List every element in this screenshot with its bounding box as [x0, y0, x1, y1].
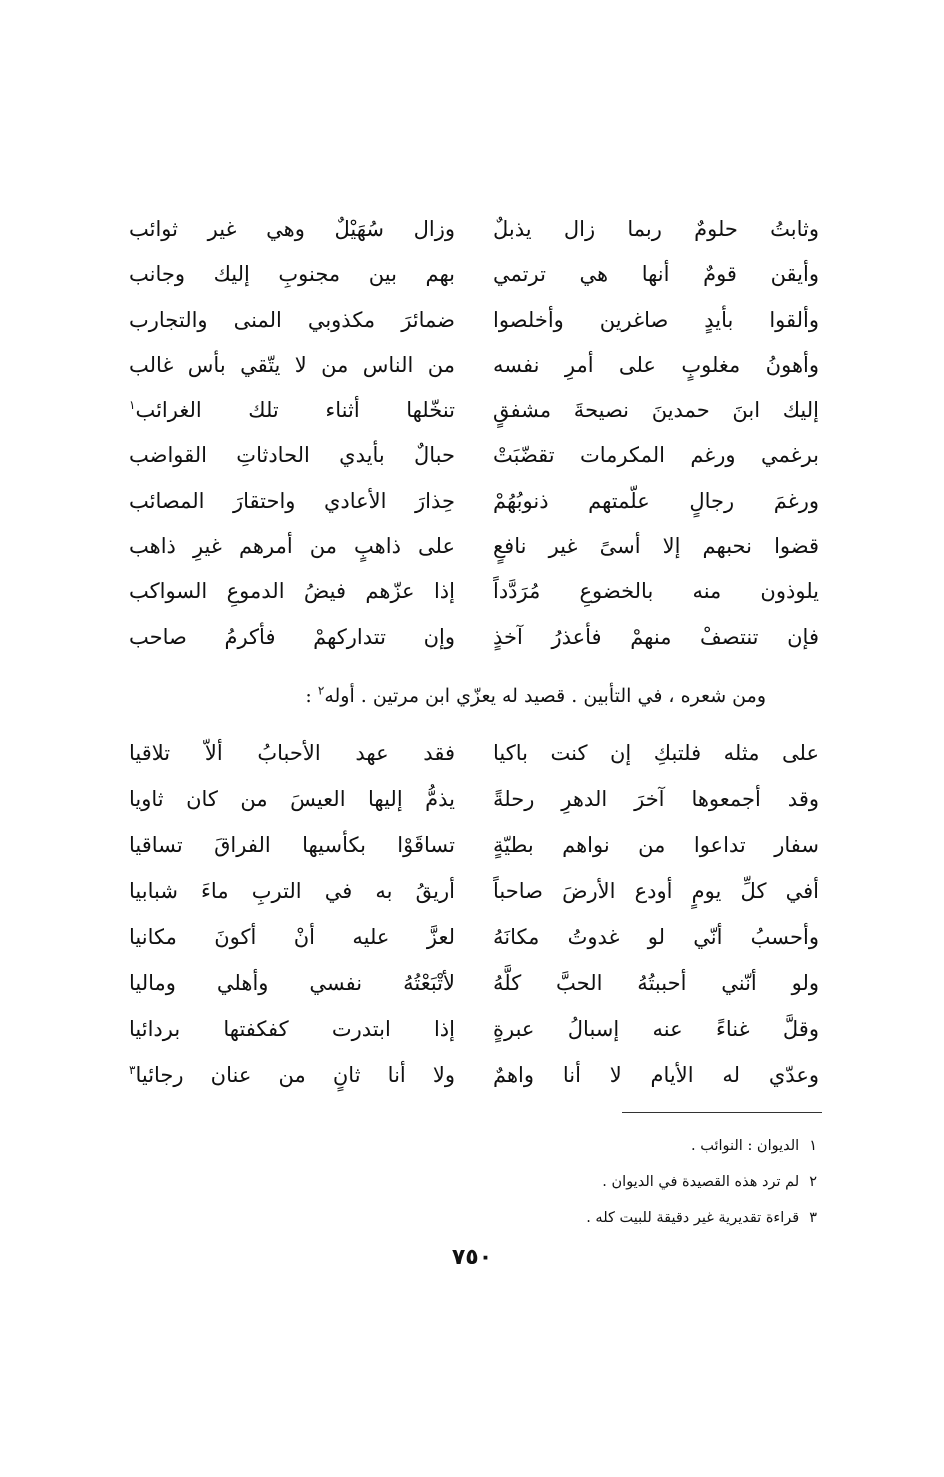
- verse-text: من الناس من لا يتّقي بأس غالب: [129, 352, 455, 377]
- footnote-marker: ٢: [317, 683, 325, 698]
- verse-first-hemistich: فإن تنتصفْ منهمْ فأعذرُ آخذٍ: [493, 624, 819, 649]
- verse-text: حبالٌ بأيدي الحادثاتِ القواضب: [129, 443, 455, 468]
- footnote-number: ٣: [809, 1210, 817, 1226]
- verse-text: وزال سُهَيْلٌ وهي غير ثوائب: [129, 217, 455, 241]
- verse-first-hemistich: برغمي ورغم المكرمات تقضّبَتْ: [493, 443, 819, 468]
- verse-second-hemistich: [129, 730, 455, 776]
- verse-second-hemistich: [129, 207, 455, 252]
- footnotes: [417, 1128, 817, 1236]
- verse-second-hemistich: [129, 960, 455, 1006]
- prose-text: ومن شعره ، في التأبين . قصيد له يعزّي ابن مرتين . أوله: [324, 685, 766, 707]
- footnote-item: [417, 1200, 817, 1236]
- verse-text: يذمُّ إليها العيسَ من كان ثاويا: [129, 787, 455, 811]
- verse-first-hemistich: ورغمَ رجالٍ علّمتهم ذنوبُهُمْ: [493, 488, 819, 513]
- verse-second-hemistich: [129, 343, 455, 388]
- footnote-divider: [622, 1112, 822, 1113]
- verse-text: إذا ابتدرت كفكفتها بردائيا: [129, 1017, 455, 1041]
- verse-second-hemistich: [129, 569, 455, 614]
- verse-text: على ذاهبٍ من أمرهم غيرِ ذاهب: [129, 534, 455, 559]
- verse-first-hemistich: يلوذون منه بالخضوعِ مُرَدَّداً: [493, 579, 819, 604]
- poem-first: [129, 207, 819, 660]
- verse-second-hemistich: [129, 914, 455, 960]
- verse-first-hemistich: وثابتُ حلومٌ ربما زال يذبلٌ: [493, 217, 819, 241]
- verse-first-hemistich: وقلَّ غناءً عنه إسبالُ عبرةٍ: [493, 1017, 819, 1041]
- footnote-number: ٢: [809, 1174, 817, 1190]
- verse-text: وإن تتداركهمْ فأكرمُ صاحب: [129, 624, 455, 649]
- verse-text: فقد عهد الأحبابُ ألاّ تلاقيا: [129, 741, 455, 765]
- verse-first-hemistich: وألقوا بأيدٍ صاغرين وأخلصوا: [493, 307, 819, 332]
- verse-first-hemistich: أفي كلِّ يومٍ أودع الأرضَ صاحباً: [493, 879, 819, 903]
- poem-elegy: [129, 730, 819, 1098]
- footnote-number: ١: [809, 1138, 817, 1154]
- verse-second-hemistich: [129, 615, 455, 660]
- verse-first-hemistich: وأهونُ مغلوبٍ على أمرِ نفسه: [493, 352, 819, 377]
- verse-first-hemistich: وعدّي له الأيام لا أنا واهمٌ: [493, 1063, 819, 1087]
- verse-first-hemistich: على مثله فلتبكِ إن كنت باكيا: [493, 741, 819, 765]
- prose-intro: [166, 676, 766, 716]
- verse-second-hemistich: [129, 298, 455, 343]
- verse-second-hemistich: [129, 868, 455, 914]
- verse-first-hemistich: وأيقن قومٌ أنها هي ترتمي: [493, 262, 819, 287]
- verse-text: أريقُ به في التربِ ماءَ شبابيا: [129, 879, 455, 903]
- verse-first-hemistich: وأحسبُ أنّي لو غدوتُ مكانَهُ: [493, 925, 819, 949]
- verse-second-hemistich: [129, 388, 455, 433]
- verse-text: حِذارَ الأعادي واحتقارَ المصائب: [129, 488, 455, 513]
- verse-second-hemistich: [129, 252, 455, 297]
- verse-second-hemistich: [129, 776, 455, 822]
- verse-second-hemistich: [129, 822, 455, 868]
- footnote-item: [417, 1128, 817, 1164]
- verse-first-hemistich: ولو أنّني أحببتُهُ الحبَّ كلَّهُ: [493, 971, 819, 995]
- verse-text: بهم بين مجنوبِ إليك وجانب: [129, 262, 455, 287]
- verse-second-hemistich: [129, 433, 455, 478]
- footnote-text: قراءة تقديرية غير دقيقة للبيت كله .: [586, 1210, 800, 1226]
- verse-first-hemistich: إليك ابنَ حمدينَ نصيحةَ مشفقٍ: [493, 398, 819, 423]
- prose-tail: :: [305, 685, 318, 707]
- footnote-text: لم ترد هذه القصيدة في الديوان .: [602, 1174, 800, 1190]
- footnote-item: [417, 1164, 817, 1200]
- verse-text: لأتْبَعْتُهُ نفسي وأهلي وماليا: [129, 971, 455, 995]
- verse-text: تنخّلها أثناء تلك الغرائب: [135, 398, 455, 423]
- verse-text: ولا أنا ثانٍ من عنان رجائيا: [135, 1063, 455, 1087]
- verse-second-hemistich: [129, 479, 455, 524]
- verse-text: ضمائرَ مكذوبي المنى والتجارب: [129, 307, 455, 332]
- verse-text: إذا عزّهم فيضُ الدموعِ السواكب: [129, 579, 455, 604]
- page-number: ٧٥٠: [451, 1245, 493, 1270]
- footnote-marker: ٣: [129, 1063, 136, 1077]
- verse-first-hemistich: وقد أجمعوها آخرَ الدهرِ رحلةً: [493, 787, 819, 811]
- verse-text: لعزَّ عليه أنْ أكونَ مكانيا: [129, 925, 455, 949]
- verse-first-hemistich: سفار تداعوا من نواهم بطيّةٍ: [493, 833, 819, 857]
- footnote-marker: ١: [129, 398, 136, 413]
- verse-second-hemistich: [129, 1006, 455, 1052]
- verse-second-hemistich: [129, 1052, 455, 1098]
- footnote-text: الديوان : النوائب .: [691, 1138, 800, 1154]
- verse-first-hemistich: قضوا نحبهم إلا أسىً غير نافعٍ: [493, 534, 819, 559]
- verse-second-hemistich: [129, 524, 455, 569]
- verse-text: تساقَوْا بكأسيها الفراقَ تساقيا: [129, 833, 455, 857]
